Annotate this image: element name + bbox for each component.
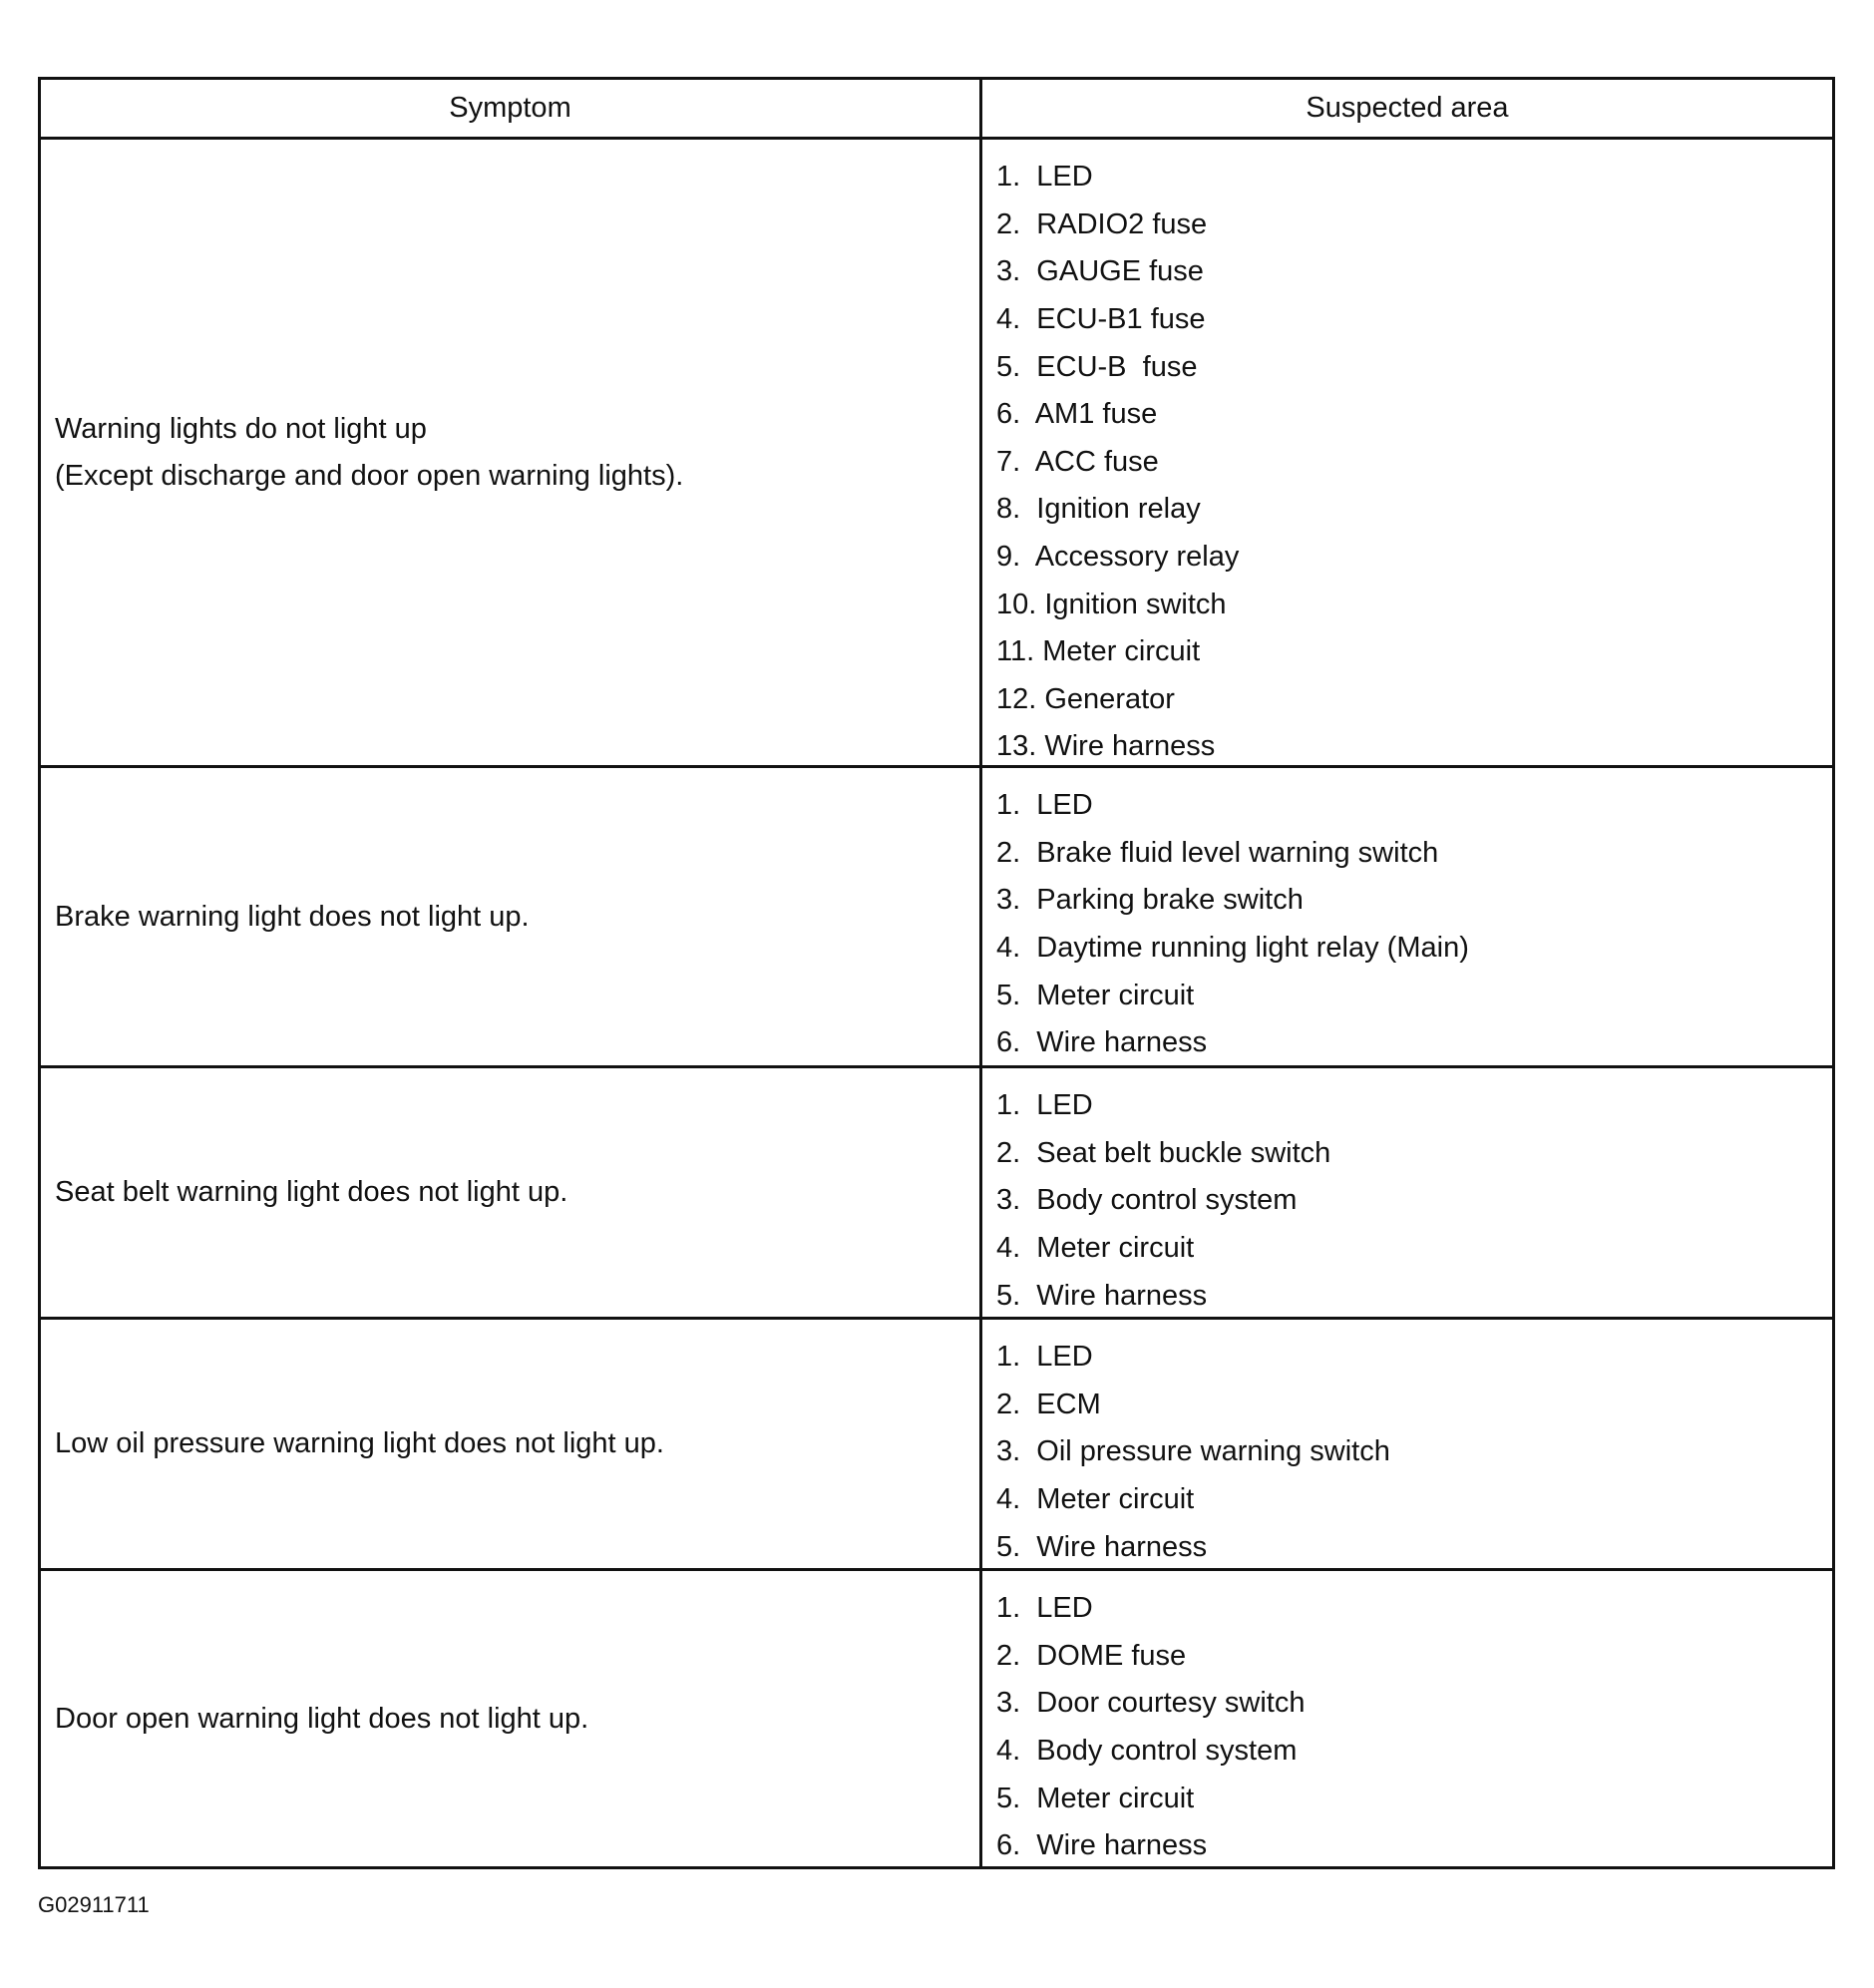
- suspected-area-item: 10. Ignition switch: [996, 588, 1227, 620]
- symptom-text: [55, 894, 530, 941]
- symptom-line: Warning lights do not light up: [55, 412, 427, 445]
- suspected-area-item: 3. GAUGE fuse: [996, 255, 1204, 288]
- symptom-cell: [41, 1571, 982, 1866]
- symptom-cell: [41, 1320, 982, 1571]
- suspected-area-cell: [982, 768, 1832, 1068]
- suspected-area-item: 4. Meter circuit: [996, 1232, 1195, 1265]
- figure-code: G02911711: [38, 1892, 150, 1917]
- symptom-cell: [41, 140, 982, 768]
- header-symptom: Symptom: [41, 80, 982, 140]
- suspected-area-list: [996, 1334, 1832, 1571]
- suspected-area-item: 5. Wire harness: [996, 1279, 1208, 1312]
- symptom-line: Door open warning light does not light up.: [55, 1702, 589, 1735]
- suspected-area-item: 5. ECU-B fuse: [996, 350, 1198, 383]
- suspected-area-list: [996, 1585, 1832, 1870]
- suspected-area-item: 4. ECU-B1 fuse: [996, 303, 1206, 336]
- suspected-area-item: 8. Ignition relay: [996, 493, 1201, 526]
- suspected-area-item: 3. Door courtesy switch: [996, 1687, 1306, 1720]
- suspected-area-item: 1. LED: [996, 1592, 1093, 1625]
- suspected-area-item: 2. DOME fuse: [996, 1639, 1187, 1672]
- symptom-text: [55, 406, 683, 500]
- suspected-area-item: 4. Body control system: [996, 1735, 1298, 1768]
- suspected-area-cell: [982, 1571, 1832, 1866]
- symptom-line: (Except discharge and door open warning lights).: [55, 459, 684, 492]
- suspected-area-list: [996, 154, 1832, 771]
- suspected-area-item: 5. Wire harness: [996, 1530, 1208, 1563]
- suspected-area-item: 2. Seat belt buckle switch: [996, 1136, 1331, 1169]
- suspected-area-item: 1. LED: [996, 161, 1093, 194]
- suspected-area-item: 12. Generator: [996, 682, 1175, 715]
- symptom-line: Low oil pressure warning light does not light up.: [55, 1427, 664, 1459]
- suspected-area-item: 6. Wire harness: [996, 1026, 1208, 1059]
- suspected-area-cell: [982, 1068, 1832, 1320]
- symptom-cell: [41, 768, 982, 1068]
- suspected-area-item: 9. Accessory relay: [996, 541, 1240, 574]
- suspected-area-item: 3. Body control system: [996, 1184, 1298, 1217]
- symptom-line: Brake warning light does not light up.: [55, 900, 530, 933]
- suspected-area-item: 4. Meter circuit: [996, 1483, 1195, 1516]
- suspected-area-list: [996, 1082, 1832, 1320]
- symptom-line: Seat belt warning light does not light up.: [55, 1176, 568, 1208]
- suspected-area-item: 5. Meter circuit: [996, 1782, 1195, 1814]
- troubleshooting-table: [38, 77, 1835, 1869]
- suspected-area-list: [996, 782, 1832, 1067]
- suspected-area-item: 1. LED: [996, 789, 1093, 822]
- suspected-area-item: 3. Parking brake switch: [996, 884, 1304, 917]
- symptom-text: [55, 1169, 567, 1216]
- suspected-area-item: 2. Brake fluid level warning switch: [996, 836, 1439, 869]
- suspected-area-item: 6. Wire harness: [996, 1829, 1208, 1862]
- suspected-area-item: 5. Meter circuit: [996, 979, 1195, 1011]
- symptom-cell: [41, 1068, 982, 1320]
- suspected-area-item: 1. LED: [996, 1089, 1093, 1122]
- header-suspected-area: Suspected area: [982, 80, 1832, 140]
- suspected-area-item: 11. Meter circuit: [996, 635, 1201, 668]
- suspected-area-item: 13. Wire harness: [996, 730, 1216, 763]
- suspected-area-item: 3. Oil pressure warning switch: [996, 1435, 1390, 1468]
- suspected-area-item: 7. ACC fuse: [996, 445, 1159, 478]
- suspected-area-item: 1. LED: [996, 1341, 1093, 1374]
- suspected-area-item: 2. RADIO2 fuse: [996, 207, 1208, 240]
- suspected-area-item: 6. AM1 fuse: [996, 398, 1158, 431]
- suspected-area-cell: [982, 1320, 1832, 1571]
- suspected-area-item: 4. Daytime running light relay (Main): [996, 932, 1469, 965]
- symptom-text: [55, 1696, 588, 1743]
- suspected-area-item: 2. ECM: [996, 1388, 1101, 1420]
- suspected-area-cell: [982, 140, 1832, 768]
- symptom-text: [55, 1420, 664, 1467]
